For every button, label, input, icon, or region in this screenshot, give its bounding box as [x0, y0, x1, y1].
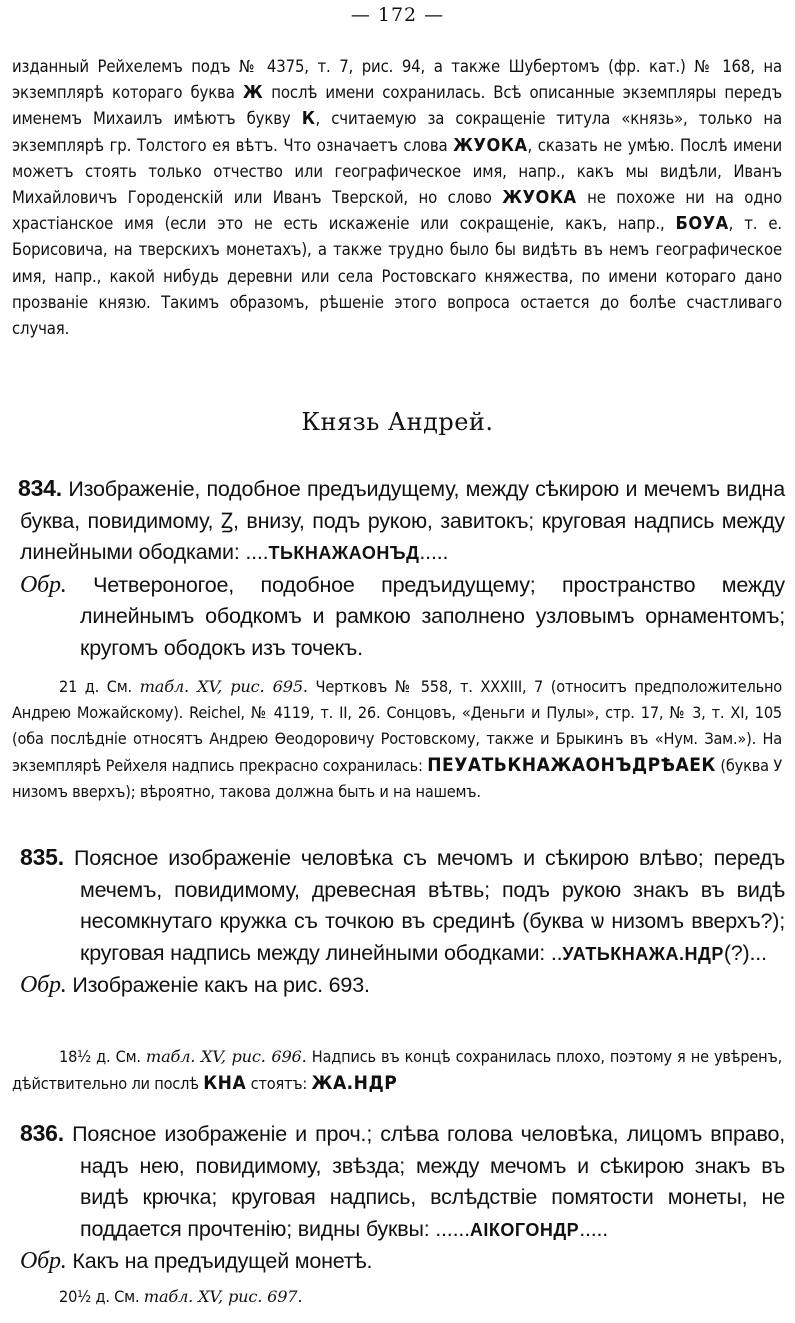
- reverse-description: Четвероногое, подобное предъидущему; пространство между линейнымъ ободкомъ и рамкою заполнено узловымъ орнаментомъ; кругомъ ободокъ изъ точекъ.: [66, 572, 785, 660]
- intro-text-4: , сказать не умѣю. Послѣ имени можетъ стоять только отчество или географическое имя, напр., какъ мы видѣли, Иванъ Михайловичъ Городенскій или Иванъ Тверской, но слово: [12, 135, 782, 208]
- coin-entry-834: [20, 473, 785, 664]
- note-text: 21 д. См.: [59, 677, 140, 696]
- entry-description: Изображеніе, подобное предъидущему, между сѣкирою и мечемъ видна буква, повидимому, Ꙁ, внизу, подъ рукою, завитокъ; круговая надпись между линейными ободками: ....: [20, 477, 785, 564]
- note-text: Чертковъ № 558, т. XXXIII, 7 (относитъ предположительно Андрею Можайскому). Reichel, № 4119, т. II, 26. Сонцовъ, «Деньги и Пулы», стр. 17, № 3, т. XI, 105 (оба послѣдніе относятъ Андрею Ѳеодоровичу Ростовскому, также и Брыкинъ въ «Нум. Зам.»). На экземплярѣ Рейхеля надпись прекрасно сохранилась:: [12, 677, 782, 775]
- old-slavonic-word: БОУА: [675, 213, 729, 235]
- note-text: 20½ д. См.: [59, 1287, 144, 1306]
- old-slavonic-letter: Ж: [242, 82, 264, 104]
- reverse-description: Изображеніе какъ на рис. 693.: [66, 973, 370, 997]
- entry-description-end: .....: [419, 540, 449, 564]
- old-slavonic-word: ЖУОКА: [502, 187, 577, 209]
- reverse-label: Обр.: [20, 1248, 67, 1274]
- note-text: (буква У низомъ вверхъ); вѣроятно, такова должна быть и на нашемъ.: [12, 756, 782, 801]
- intro-text-6: , т. е. Борисовича, на тверскихъ монетахъ), а также трудно было бы видѣть въ немъ географическое имя, напр., какой нибудь деревни или села Ростовскаго княжества, по имени котораго дано прозваніе князю. Такимъ образомъ, рѣшеніе этого вопроса остается до болѣе счастливаго случая.: [12, 214, 782, 339]
- entry-description: Поясное изображеніе человѣка съ мечомъ и сѣкирою влѣво; передъ мечемъ, повидимому, древесная вѣтвь; подъ рукою знакъ въ видѣ несомкнутаго кружка съ точкою въ срединѣ (буква ѡ низомъ вверхъ?); круговая надпись между линейными ободками: ..: [74, 846, 785, 965]
- note-text: стоятъ:: [246, 1074, 312, 1093]
- reverse-description: Какъ на предъидущей монетѣ.: [66, 1249, 373, 1273]
- reverse-label: Обр.: [20, 571, 67, 598]
- section-heading: Князь Андрей.: [301, 408, 494, 436]
- entry-description-end: (?)...: [723, 940, 767, 965]
- note-text: 18½ д. См.: [59, 1047, 146, 1066]
- coin-note-834: [12, 674, 782, 805]
- intro-text-2: послѣ имени сохранилась. Всѣ описанные экземпляры передъ именемъ Михаилъ имѣютъ букву: [12, 83, 783, 129]
- intro-paragraph: [12, 54, 782, 342]
- plate-reference: табл. XV, рис. 697.: [143, 1287, 303, 1306]
- entry-number: 834.: [18, 475, 62, 501]
- entry-description-end: .....: [579, 1216, 609, 1241]
- intro-text-3: , считаемую за сокращеніе титула «князь», только на экземплярѣ гр. Толстого ея вѣтъ. Что означаетъ слова: [12, 109, 782, 155]
- coin-legend: АІКОГОНДР: [469, 1219, 580, 1240]
- entry-description: Поясное изображеніе и проч.; слѣва голова человѣка, лицомъ вправо, надъ нею, повидимому, звѣзда; между мечомъ и сѣкирою знакъ въ видѣ крючка; круговая надпись, вслѣдствіе помятости монеты, не поддается прочтенію; видны буквы: ......: [72, 1122, 785, 1241]
- note-text: Надпись въ концѣ сохранилась плохо, поэтому я не увѣренъ, дѣйствительно ли послѣ: [12, 1047, 782, 1093]
- coin-note-836: [12, 1284, 782, 1310]
- coin-legend: КНА: [203, 1072, 247, 1094]
- coin-legend: ПЕУАТЬКНАЖАОНЪДРѢАЕК: [427, 754, 716, 776]
- reverse-label: Обр.: [20, 972, 67, 998]
- old-slavonic-word: ЖУОКА: [453, 134, 528, 156]
- old-slavonic-letter: К: [301, 108, 316, 130]
- coin-entry-835: [20, 842, 785, 1002]
- entry-number: 835.: [20, 844, 64, 870]
- intro-text-1: изданный Рейхелемъ подъ № 4375, т. 7, рис. 94, а также Шубертомъ (фр. кат.) № 168, на экземплярѣ котораго буква: [12, 57, 782, 103]
- plate-reference: табл. XV, рис. 696.: [145, 1047, 307, 1066]
- coin-legend: ТЬКНАЖАОНЪД: [268, 543, 420, 563]
- coin-legend: УАТЬКНАЖА.НДР: [562, 943, 724, 964]
- coin-note-835: [12, 1044, 782, 1097]
- intro-text-5: не похоже ни на одно храстіанское имя (если это не есть искаженіе или сокращеніе, какъ, напр.,: [12, 188, 782, 234]
- plate-reference: табл. XV, рис. 695.: [139, 677, 308, 696]
- coin-legend: ЖА.НДР: [311, 1072, 398, 1094]
- coin-entry-836: [20, 1118, 785, 1278]
- page-number: — 172 —: [350, 4, 445, 26]
- entry-number: 836.: [20, 1120, 64, 1146]
